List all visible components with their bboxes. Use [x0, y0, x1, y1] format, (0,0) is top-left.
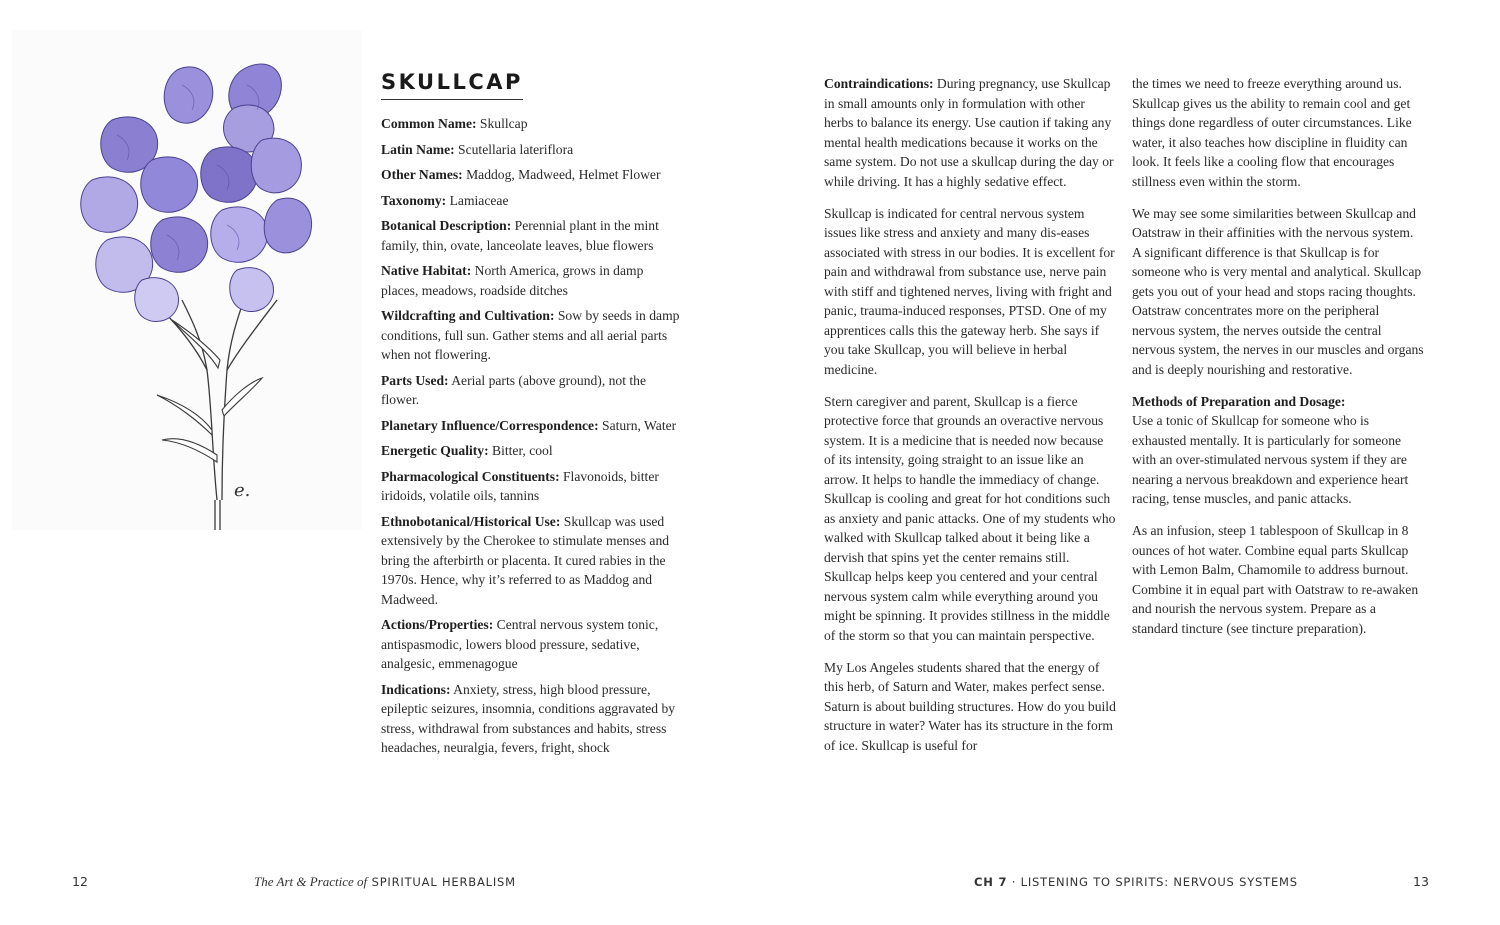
field-value: North America, grows in damp places, meadows, roadside ditches — [381, 263, 644, 298]
monograph-field — [381, 467, 681, 506]
page-number-right: 13 — [1413, 874, 1429, 889]
field-label: Other Names: — [381, 167, 463, 182]
field-label: Common Name: — [381, 116, 477, 131]
artist-signature: e. — [234, 480, 251, 501]
monograph-field — [381, 216, 681, 255]
field-label: Wildcrafting and Cultivation: — [381, 308, 555, 323]
field-value: Perennial plant in the mint family, thin, ovate, lanceolate leaves, blue flowers — [381, 218, 659, 253]
body-paragraph: Skullcap is indicated for central nervous system issues like stress and anxiety and many dis-eases associated with stress in our bodies. It is excellent for pain and withdrawal from substance use, nerve pain with stiff and tightened nerves, living with fright and panic, trauma-induced responses, PTSD. One of my apprentices calls this the gateway herb. She says if you take Skullcap, you will believe in herbal medicine. — [824, 205, 1115, 377]
book-title-caps: SPIRITUAL HERBALISM — [367, 875, 516, 889]
text-column-left — [824, 74, 1116, 768]
body-paragraph: We may see some similarities between Skullcap and Oatstraw in their affinities with the nervous system. A significant difference is that Skullcap is for someone who is very mental and analytical. Skullcap gets you out of your head and stops racing thoughts. Oatstraw concentrates more on the peripheral nervous system, the nerves outside the central nervous system, the nerves in our muscles and organs and is deeply nourishing and restorative. — [1132, 205, 1424, 377]
book-title-italic: The Art & Practice of — [254, 874, 368, 889]
field-label: Ethnobotanical/Historical Use: — [381, 513, 561, 529]
contraindications-paragraph — [824, 74, 1116, 191]
field-label: Actions/Properties: — [381, 617, 494, 632]
methods-paragraph — [1132, 392, 1424, 509]
methods-heading: Methods of Preparation and Dosage: — [1132, 393, 1346, 409]
field-value: Maddog, Madweed, Helmet Flower — [462, 167, 661, 182]
monograph-field — [381, 140, 681, 160]
page-number-left: 12 — [72, 874, 88, 889]
field-value: Anxiety, stress, high blood pressure, epileptic seizures, insomnia, conditions aggravated by stress, withdrawal from substances and habits, stress headaches, neuralgia, fevers, fright, shock — [381, 681, 676, 755]
monograph-field — [381, 191, 681, 211]
methods-text: Use a tonic of Skullcap for someone who is exhausted mentally. It is particularly for someone with an over-stimulated nervous system if they are nearing a nervous breakdown and experience heart racing, tense muscles, and panic attacks. — [1132, 413, 1409, 506]
field-label: Botanical Description: — [381, 218, 512, 233]
herb-monograph-fields — [381, 114, 681, 764]
monograph-field — [381, 165, 681, 185]
running-header-chapter — [974, 874, 1298, 890]
monograph-field — [381, 680, 681, 758]
field-value: Scutellaria lateriflora — [454, 141, 574, 157]
monograph-field — [381, 371, 681, 410]
field-label: Latin Name: — [381, 141, 455, 157]
monograph-field — [381, 416, 681, 436]
field-value: Aerial parts (above ground), not the flower. — [381, 372, 647, 407]
chapter-title: · LISTENING TO SPIRITS: NERVOUS SYSTEMS — [1007, 875, 1298, 889]
text-column-right — [1132, 74, 1424, 651]
monograph-field — [381, 615, 681, 674]
monograph-field — [381, 306, 681, 365]
monograph-field — [381, 512, 681, 610]
field-label: Indications: — [381, 681, 451, 697]
skullcap-flower-illustration — [12, 30, 362, 530]
field-value: Flavonoids, bitter iridoids, volatile oils, tannins — [381, 468, 659, 503]
body-paragraph: the times we need to freeze everything around us. Skullcap gives us the ability to remain cool and get things done regardless of outer circumstances. Like water, it also teaches how discipline in fluidity can look. It feels like a cooling flow that encourages stillness even within the storm. — [1132, 76, 1412, 189]
body-paragraph: Stern caregiver and parent, Skullcap is a fierce protective force that grounds an overactive nervous system. It is a medicine that is needed now because of its intensity, going straight to an issue like an arrow. It helps to handle the immediacy of change. Skullcap is cooling and great for hot conditions such as anxiety and panic attacks. One of my students who walked with Skullcap talked about it being like a dervish that spins yet the center remains still. Skullcap helps keep you centered and your central nervous system calm while everything around you might be spinning. It provides stillness in the middle of the storm so that you can maintain perspective. — [824, 393, 1116, 643]
contraindications-text: During pregnancy, use Skullcap in small amounts only in formulation with other herbs to balance its energy. Use caution if taking any mental health medications because it works on the same system. Do not use a skullcap during the day or while driving. It has a highly sedative effect. — [824, 76, 1114, 189]
body-paragraph: As an infusion, steep 1 tablespoon of Skullcap in 8 ounces of hot water. Combine equal parts Skullcap with Lemon Balm, Chamomile to address burnout. Combine it in equal part with Oatstraw to re-awaken and nourish the nervous system. Prepare as a standard tincture (see tincture preparation). — [1132, 523, 1419, 636]
field-label: Parts Used: — [381, 372, 449, 388]
field-value: Lamiaceae — [446, 192, 509, 208]
field-value: Central nervous system tonic, antispasmodic, lowers blood pressure, sedative, analgesic, emmenagogue — [381, 617, 659, 671]
running-header-book-title — [254, 874, 516, 890]
field-value: Bitter, cool — [488, 443, 553, 458]
field-label: Planetary Influence/Correspondence: — [381, 417, 599, 433]
field-value: Skullcap — [476, 116, 528, 131]
page-title: SKULLCAP — [381, 70, 523, 100]
field-label: Native Habitat: — [381, 263, 472, 278]
chapter-number: CH 7 — [974, 875, 1008, 889]
field-value: Skullcap was used extensively by the Cherokee to stimulate menses and bring the afterbirth or placenta. It cured rabies in the 1970s. Hence, why it’s referred to as Maddog and Madweed. — [381, 513, 670, 607]
field-label: Energetic Quality: — [381, 443, 489, 458]
field-label: Pharmacological Constituents: — [381, 468, 560, 484]
monograph-field — [381, 441, 681, 461]
field-value: Sow by seeds in damp conditions, full sun. Gather stems and all aerial parts when not flowering. — [381, 308, 680, 362]
monograph-field — [381, 261, 681, 300]
field-label: Taxonomy: — [381, 192, 447, 208]
monograph-field — [381, 114, 681, 134]
field-value: Saturn, Water — [598, 417, 677, 433]
contraindications-label: Contraindications: — [824, 76, 934, 91]
body-paragraph: My Los Angeles students shared that the energy of this herb, of Saturn and Water, makes perfect sense. Saturn is about building structures. How do you build structure in water? Water has its structure in the form of ice. Skullcap is useful for — [824, 659, 1116, 753]
